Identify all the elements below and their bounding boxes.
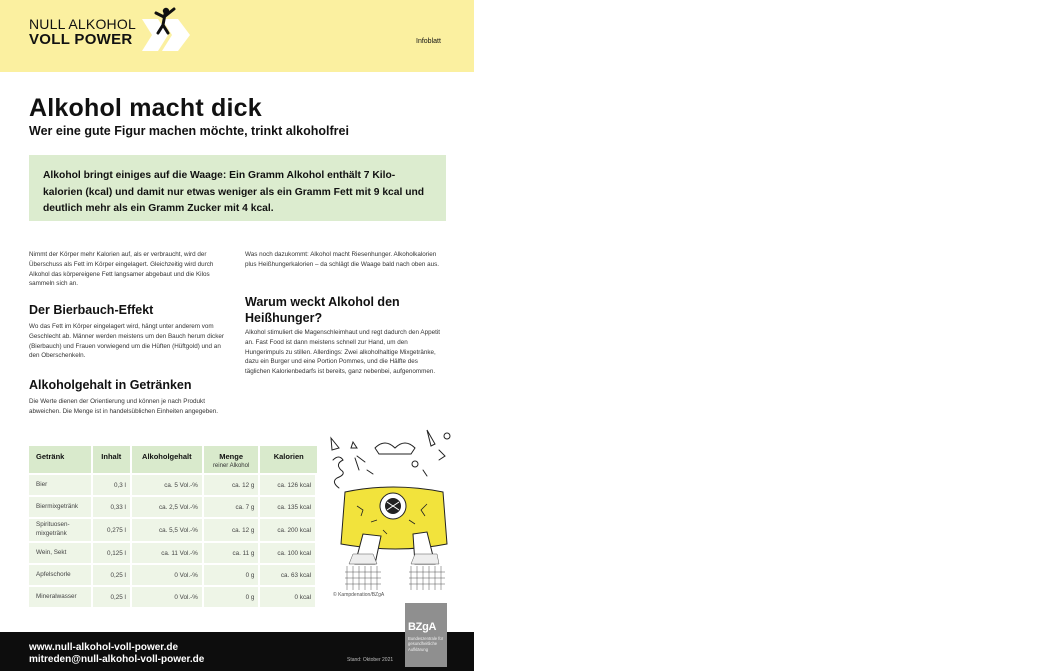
cell-alcohol: ca. 5 Vol.-% xyxy=(132,473,204,495)
col2-paragraph-1: Was noch dazukommt: Alkohol macht Riesenhunger. Alkoholkalorien plus Heißhungerkalorien – da schlägt die Waage bald nach oben aus. xyxy=(245,251,440,268)
document-type-label: Infoblatt xyxy=(416,38,441,45)
image-copyright: © Kampdenation/BZgA xyxy=(333,592,385,598)
cell-calories: ca. 135 kcal xyxy=(260,495,317,517)
header-band xyxy=(0,0,474,72)
cell-volume: 0,33 l xyxy=(93,495,132,517)
bzga-logo: BZgA xyxy=(408,621,437,633)
cell-volume: 0,275 l xyxy=(93,517,132,541)
header-alcohol: Alkoholgehalt xyxy=(132,446,204,473)
table-row xyxy=(29,517,317,541)
cell-calories: 0 kcal xyxy=(260,585,317,607)
header-amount xyxy=(204,446,261,473)
cell-amount: ca. 7 g xyxy=(204,495,261,517)
cell-amount: ca. 11 g xyxy=(204,541,261,563)
website-link[interactable]: www.null-alkohol-voll-power.de xyxy=(29,642,179,653)
header-amount-label: Menge xyxy=(219,452,243,461)
jumping-figure-logo-icon xyxy=(136,5,196,59)
cell-alcohol: ca. 2,5 Vol.-% xyxy=(132,495,204,517)
bzga-name: Bundeszentrale für gesundheitliche Aufklärung xyxy=(408,636,444,652)
stand-date: Stand: Oktober 2021 xyxy=(347,657,394,663)
scale-illustration xyxy=(327,426,462,591)
col1-paragraph-1: Nimmt der Körper mehr Kalorien auf, als er verbraucht, wird der Überschuss als Fett im Körper eingelagert. Gleichzeitig wird durch Alkohol das körpereigene Fett langsamer abgebaut und die Kilos sammeln sich an. xyxy=(29,251,214,288)
cell-calories: ca. 200 kcal xyxy=(260,517,317,541)
heading-alkoholgehalt: Alkoholgehalt in Getränken xyxy=(29,378,192,392)
cell-amount: 0 g xyxy=(204,563,261,585)
cell-volume: 0,25 l xyxy=(93,585,132,607)
table-row xyxy=(29,541,317,563)
heading-heisshunger: Warum weckt Alkohol den Heißhunger? xyxy=(245,295,400,325)
cell-volume: 0,25 l xyxy=(93,563,132,585)
col1-paragraph-2: Wo das Fett im Körper eingelagert wird, hängt unter anderem vom Geschlecht ab. Männer werden meistens um den Bauch herum dicker (Bierbauch) und Frauen vorwiegend um die Hüften (Hüftgold) und an den Oberschenkeln. xyxy=(29,323,224,360)
col2-paragraph-2: Alkohol stimuliert die Magenschleimhaut und regt dadurch den Appetit an. Fast Food ist dann meistens schnell zur Hand, um den Hungerimpuls zu stillen. Allerdings: Zwei alkoholhaltige Mixgetränke, dazu ein Burger und eine Portion Pommes, und die Hälfte des täglichen Kalorienbedarfs ist bereits, ganz nebenbei, aufgenommen. xyxy=(245,329,440,375)
table-row xyxy=(29,495,317,517)
cell-amount: 0 g xyxy=(204,585,261,607)
brand-line-2: VOLL POWER xyxy=(29,31,133,48)
cell-amount: ca. 12 g xyxy=(204,517,261,541)
cell-alcohol: ca. 11 Vol.-% xyxy=(132,541,204,563)
cell-alcohol: ca. 5,5 Vol.-% xyxy=(132,517,204,541)
intro-box: Alkohol bringt einiges auf die Waage: Ein Gramm Alkohol enthält 7 Kilo-kalorien (kcal) und damit nur etwas weniger als ein Gramm Fett mit 9 kcal und deutlich mehr als ein Gramm Zucker mit 4 kcal. xyxy=(29,155,446,221)
cell-amount: ca. 12 g xyxy=(204,473,261,495)
info-sheet-page xyxy=(0,0,474,671)
brand-line-1: NULL ALKOHOL xyxy=(29,16,136,32)
table-row xyxy=(29,473,317,495)
col1-paragraph-3: Die Werte dienen der Orientierung und können je nach Produkt abweichen. Die Menge ist in handelsüblichen Einheiten angegeben. xyxy=(29,398,219,415)
header-amount-sub: reiner Alkohol xyxy=(212,463,250,469)
bzga-logo-block xyxy=(405,603,447,667)
cell-calories: ca. 126 kcal xyxy=(260,473,317,495)
cell-drink: Biermixgetränk xyxy=(29,495,93,517)
cell-drink: Spirituosen-mixgetränk xyxy=(29,517,93,541)
footer-band xyxy=(0,632,474,671)
cell-drink: Wein, Sekt xyxy=(29,541,93,563)
heading-bierbauch: Der Bierbauch-Effekt xyxy=(29,303,154,317)
email-link[interactable]: mitreden@null-alkohol-voll-power.de xyxy=(29,654,205,665)
cell-calories: ca. 100 kcal xyxy=(260,541,317,563)
cell-alcohol: 0 Vol.-% xyxy=(132,563,204,585)
table-row xyxy=(29,585,317,607)
header-drink: Getränk xyxy=(29,446,93,473)
cell-drink: Apfelschorle xyxy=(29,563,93,585)
page-title: Alkohol macht dick xyxy=(29,94,262,122)
header-calories: Kalorien xyxy=(260,446,317,473)
cell-calories: ca. 63 kcal xyxy=(260,563,317,585)
table-row xyxy=(29,563,317,585)
cell-volume: 0,3 l xyxy=(93,473,132,495)
header-volume: Inhalt xyxy=(93,446,132,473)
cell-volume: 0,125 l xyxy=(93,541,132,563)
cell-drink: Bier xyxy=(29,473,93,495)
alcohol-content-table xyxy=(29,446,317,607)
cell-alcohol: 0 Vol.-% xyxy=(132,585,204,607)
page-subtitle: Wer eine gute Figur machen möchte, trinkt alkoholfrei xyxy=(29,124,349,138)
table-header-row xyxy=(29,446,317,473)
cell-drink: Mineralwasser xyxy=(29,585,93,607)
